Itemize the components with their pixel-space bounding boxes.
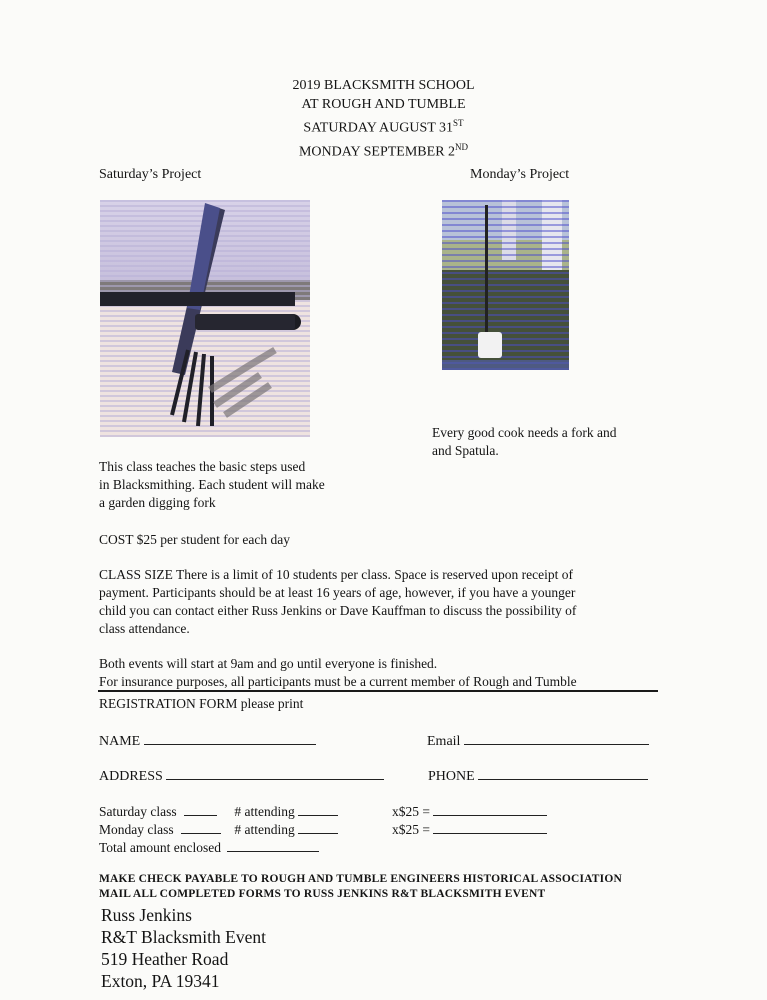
monday-price-blank[interactable] (433, 820, 547, 834)
class-size-paragraph (99, 566, 576, 638)
class-size-line: CLASS SIZE There is a limit of 10 students per class. Space is reserved upon receipt of (99, 567, 574, 582)
events-note-line: For insurance purposes, all participants must be a current member of Rough and Tumble (99, 674, 577, 689)
monday-class-blank[interactable] (181, 820, 221, 834)
spatula-photo (442, 200, 569, 370)
mailing-address (101, 904, 266, 992)
phone-label: PHONE (428, 769, 475, 784)
mail-instructions: MAIL ALL COMPLETED FORMS TO RUSS JENKINS R&T BLACKSMITH EVENT (99, 888, 546, 900)
phone-blank[interactable] (478, 766, 648, 780)
monday-desc-line: Every good cook needs a fork and (432, 425, 617, 440)
email-field[interactable] (427, 731, 649, 751)
address-line: Exton, PA 19341 (101, 971, 220, 991)
address-line: R&T Blacksmith Event (101, 927, 266, 947)
saturday-price-blank[interactable] (433, 802, 547, 816)
saturday-attending-label: # attending (234, 804, 295, 819)
monday-desc-line: and Spatula. (432, 443, 499, 458)
saturday-project-heading: Saturday’s Project (99, 167, 202, 182)
address-label: ADDRESS (99, 769, 163, 784)
monday-attending-label: # attending (234, 822, 295, 837)
saturday-desc-line: This class teaches the basic steps used (99, 459, 306, 474)
saturday-class-label: Saturday class (99, 804, 177, 819)
email-label: Email (427, 734, 461, 749)
address-field[interactable] (99, 766, 384, 786)
class-size-line: child you can contact either Russ Jenkins or Dave Kauffman to discuss the possibility of (99, 603, 577, 618)
title-line-2: AT ROUGH AND TUMBLE (301, 97, 466, 112)
email-blank[interactable] (464, 731, 649, 745)
saturday-desc-line: a garden digging fork (99, 495, 216, 510)
title-line-4: MONDAY SEPTEMBER 2ND (298, 141, 469, 160)
address-line: 519 Heather Road (101, 949, 229, 969)
check-instructions: MAKE CHECK PAYABLE TO ROUGH AND TUMBLE ENGINEERS HISTORICAL ASSOCIATION (99, 873, 622, 885)
address-line: Russ Jenkins (101, 905, 192, 925)
monday-price-row (392, 820, 547, 839)
events-note-line: Both events will start at 9am and go until everyone is finished. (99, 656, 438, 671)
address-blank[interactable] (166, 766, 384, 780)
saturday-price-label: x$25 = (392, 804, 430, 819)
saturday-attending-blank[interactable] (298, 802, 338, 816)
monday-attending-blank[interactable] (298, 820, 338, 834)
class-size-line: payment. Participants should be at least 16 years of age, however, if you have a younger (99, 585, 576, 600)
monday-project-heading: Monday’s Project (470, 167, 570, 182)
monday-class-label: Monday class (99, 822, 174, 837)
total-blank[interactable] (227, 838, 319, 852)
saturday-class-blank[interactable] (184, 802, 217, 816)
cost-text: COST $25 per student for each day (99, 532, 290, 547)
monday-class-row (99, 820, 338, 839)
saturday-price-row (392, 802, 547, 821)
name-blank[interactable] (144, 731, 316, 745)
name-field[interactable] (99, 731, 316, 751)
saturday-description (99, 458, 325, 512)
title-line-1: 2019 BLACKSMITH SCHOOL (292, 78, 475, 93)
total-row (99, 838, 319, 857)
title-line-3: SATURDAY AUGUST 31ST (303, 118, 464, 136)
class-size-line: class attendance. (99, 621, 190, 636)
saturday-desc-line: in Blacksmithing. Each student will make (99, 477, 325, 492)
monday-description (432, 424, 616, 460)
saturday-class-row (99, 802, 338, 821)
page-title (0, 76, 767, 161)
registration-form-title: REGISTRATION FORM please print (99, 696, 304, 711)
phone-field[interactable] (428, 766, 648, 786)
total-label: Total amount enclosed (99, 840, 222, 855)
garden-fork-photo (100, 200, 310, 437)
divider (98, 690, 658, 692)
monday-price-label: x$25 = (392, 822, 430, 837)
events-note (99, 655, 577, 691)
name-label: NAME (99, 734, 141, 749)
